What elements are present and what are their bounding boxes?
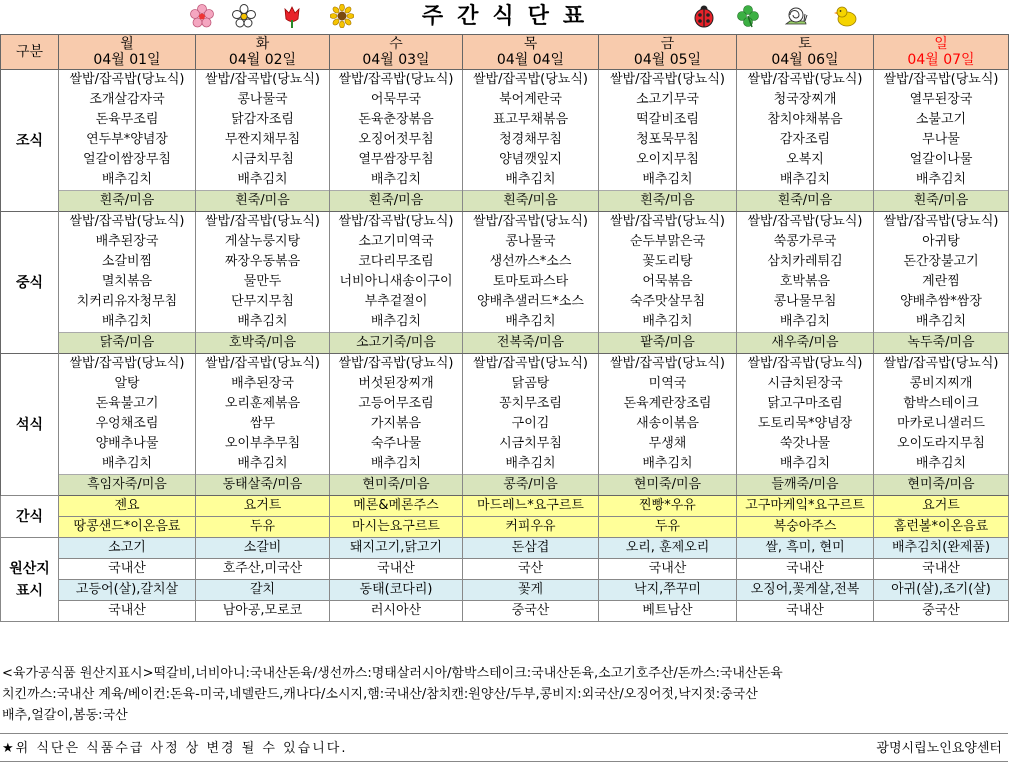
menu-cell: 배추된장국 [59,232,196,252]
menu-cell: 청포묵무침 [599,130,737,150]
menu-cell: 생선까스*소스 [463,252,599,272]
menu-cell: 참치야채볶음 [737,110,874,130]
origin-country-cell: 중국산 [874,601,1009,622]
snack-cell: 마드레느*요구르트 [463,496,599,517]
menu-cell: 오이지무침 [599,150,737,170]
origin-item-cell: 돼지고기,닭고기 [330,538,463,559]
menu-cell: 청경채무침 [463,130,599,150]
porridge-cell: 동태살죽/미음 [196,475,330,496]
porridge-cell: 팥죽/미음 [599,333,737,354]
menu-cell: 배추김치 [463,454,599,475]
menu-cell: 배추김치 [737,312,874,333]
day-date: 04월 02일 [228,52,297,68]
origin-country-cell: 호주산,미국산 [196,559,330,580]
origin-country-cell: 국내산 [599,559,737,580]
menu-cell: 표고무채볶음 [463,110,599,130]
menu-cell: 돈육불고기 [59,394,196,414]
origin-item-cell: 배추김치(완제품) [874,538,1009,559]
snack-cell: 홈런볼*이온음료 [874,517,1009,538]
menu-cell: 배추김치 [599,454,737,475]
snack-cell: 커피우유 [463,517,599,538]
porridge-cell: 호박죽/미음 [196,333,330,354]
menu-cell: 돈육무조림 [59,110,196,130]
menu-cell: 시금치무침 [463,434,599,454]
snack-label: 간식 [1,496,59,538]
menu-cell: 배추김치 [599,170,737,191]
porridge-cell: 현미죽/미음 [330,475,463,496]
menu-cell: 콩비지찌개 [874,374,1009,394]
page-title: 주간식단표 [421,4,599,29]
menu-cell: 콩나물국 [196,90,330,110]
ladybug-icon [692,4,716,28]
menu-cell: 가지볶음 [330,414,463,434]
menu-cell: 쌀밥/잡곡밥(당뇨식) [196,354,330,375]
day-date: 04월 01일 [93,52,161,68]
menu-cell: 돈육춘장볶음 [330,110,463,130]
menu-cell: 쌀밥/잡곡밥(당뇨식) [874,70,1009,91]
menu-cell: 쌀밥/잡곡밥(당뇨식) [599,70,737,91]
menu-cell: 아귀탕 [874,232,1009,252]
menu-cell: 조개살감자국 [59,90,196,110]
menu-cell: 게살누룽지탕 [196,232,330,252]
porridge-cell: 흰죽/미음 [874,191,1009,212]
menu-cell: 오이도라지무침 [874,434,1009,454]
porridge-cell: 현미죽/미음 [599,475,737,496]
menu-cell: 쌀밥/잡곡밥(당뇨식) [463,354,599,375]
menu-cell: 얼갈이쌈장무침 [59,150,196,170]
snack-cell: 요거트 [874,496,1009,517]
menu-cell: 배추된장국 [196,374,330,394]
menu-cell: 소고기무국 [599,90,737,110]
menu-cell: 마카로니샐러드 [874,414,1009,434]
menu-cell: 치커리유자청무침 [59,292,196,312]
menu-cell: 닭감자조림 [196,110,330,130]
chick-icon [834,4,858,28]
day-name: 화 [255,36,270,52]
menu-cell: 버섯된장찌개 [330,374,463,394]
day-header [737,35,874,70]
origin-item-cell: 갈치 [196,580,330,601]
menu-cell: 무짠지채무침 [196,130,330,150]
menu-cell: 배추김치 [737,454,874,475]
meal-label: 조식 [1,70,59,212]
menu-cell: 고등어무조림 [330,394,463,414]
menu-cell: 쌀밥/잡곡밥(당뇨식) [737,212,874,233]
tulip-icon [280,4,304,28]
day-header [330,35,463,70]
menu-cell: 배추김치 [196,312,330,333]
origin-item-cell: 낙지,쭈꾸미 [599,580,737,601]
day-date: 04월 03일 [362,52,430,68]
menu-cell: 열무쌈장무침 [330,150,463,170]
porridge-cell: 흰죽/미음 [59,191,196,212]
menu-cell: 함박스테이크 [874,394,1009,414]
menu-cell: 오리훈제볶음 [196,394,330,414]
menu-cell: 시금치된장국 [737,374,874,394]
menu-cell: 무생채 [599,434,737,454]
day-date: 04월 07일 [907,52,975,68]
menu-cell: 코다리무조림 [330,252,463,272]
menu-cell: 양배추나물 [59,434,196,454]
menu-cell: 떡갈비조림 [599,110,737,130]
origin-item-cell: 오징어,꽃게살,전복 [737,580,874,601]
porridge-cell: 흑임자죽/미음 [59,475,196,496]
origin-label-line: 표시 [15,582,44,599]
menu-cell: 단무지무침 [196,292,330,312]
menu-cell: 배추김치 [874,312,1009,333]
menu-cell: 새송이볶음 [599,414,737,434]
day-date: 04월 06일 [771,52,839,68]
snack-cell: 고구마케잌*요구르트 [737,496,874,517]
origin-country-cell: 국내산 [737,601,874,622]
day-header [874,35,1009,70]
origin-item-cell: 쌀, 흑미, 현미 [737,538,874,559]
origin-country-cell: 국내산 [59,559,196,580]
weekly-menu-table [0,34,1009,622]
menu-cell: 멸치볶음 [59,272,196,292]
day-date: 04월 05일 [633,52,702,68]
menu-cell: 북어계란국 [463,90,599,110]
menu-cell: 쌀밥/잡곡밥(당뇨식) [599,354,737,375]
porridge-cell: 녹두죽/미음 [874,333,1009,354]
menu-cell: 쑥갓나물 [737,434,874,454]
snack-cell: 메론&메론주스 [330,496,463,517]
white-flower-icon [232,4,256,28]
menu-cell: 쌀밥/잡곡밥(당뇨식) [463,212,599,233]
menu-cell: 오이부추무침 [196,434,330,454]
snack-cell: 두유 [599,517,737,538]
origin-item-cell: 소고기 [59,538,196,559]
menu-cell: 배추김치 [599,312,737,333]
menu-cell: 쌀밥/잡곡밥(당뇨식) [599,212,737,233]
cherry-blossom-icon [190,4,214,28]
porridge-cell: 흰죽/미음 [196,191,330,212]
menu-cell: 토마토파스타 [463,272,599,292]
origin-country-cell: 국내산 [330,559,463,580]
note-line: 치킨까스:국내산 계육/베이컨:돈육-미국,네델란드,캐나다/소시지,햄:국내산/참치캔:원양산/두부,콩비지:외국산/오징어젓,낙지젓:중국산 [2,687,758,702]
menu-cell: 쌀밥/잡곡밥(당뇨식) [196,70,330,91]
snack-cell: 땅콩샌드*이온음료 [59,517,196,538]
day-header [463,35,599,70]
change-notice: ★위 식단은 식품수급 사정 상 변경 될 수 있습니다. [2,741,348,756]
menu-cell: 쑥콩가루국 [737,232,874,252]
porridge-cell: 들깨죽/미음 [737,475,874,496]
note-line: 배추,얼갈이,봄동:국산 [2,708,128,723]
menu-cell: 청국장찌개 [737,90,874,110]
menu-cell: 양념깻잎지 [463,150,599,170]
menu-cell: 오징어젓무침 [330,130,463,150]
menu-cell: 구이김 [463,414,599,434]
menu-cell: 쌀밥/잡곡밥(당뇨식) [330,354,463,375]
menu-cell: 배추김치 [330,312,463,333]
menu-cell: 돈간장불고기 [874,252,1009,272]
porridge-cell: 콩죽/미음 [463,475,599,496]
menu-cell: 소고기미역국 [330,232,463,252]
menu-cell: 콩나물무침 [737,292,874,312]
menu-cell: 꽁치무조림 [463,394,599,414]
origin-item-cell: 꽃게 [463,580,599,601]
clover-icon [736,4,760,28]
menu-cell: 쌀밥/잡곡밥(당뇨식) [330,70,463,91]
origin-label [1,538,59,622]
menu-cell: 쌀밥/잡곡밥(당뇨식) [874,212,1009,233]
menu-cell: 연두부*양념장 [59,130,196,150]
origin-item-cell: 고등어(살),갈치살 [59,580,196,601]
day-name: 일 [934,36,948,52]
origin-country-cell: 국산 [463,559,599,580]
origin-item-cell: 오리, 훈제오리 [599,538,737,559]
porridge-cell: 흰죽/미음 [599,191,737,212]
menu-cell: 호박볶음 [737,272,874,292]
porridge-cell: 새우죽/미음 [737,333,874,354]
menu-cell: 배추김치 [330,170,463,191]
menu-cell: 계란찜 [874,272,1009,292]
origin-item-cell: 소갈비 [196,538,330,559]
menu-cell: 쌀밥/잡곡밥(당뇨식) [59,212,196,233]
menu-cell: 짜장우동볶음 [196,252,330,272]
menu-cell: 열무된장국 [874,90,1009,110]
menu-cell: 삼치카레튀김 [737,252,874,272]
porridge-cell: 전복죽/미음 [463,333,599,354]
day-header [59,35,196,70]
menu-cell: 배추김치 [59,170,196,191]
day-date: 04월 04일 [496,52,565,68]
day-header [599,35,737,70]
menu-cell: 쌀밥/잡곡밥(당뇨식) [196,212,330,233]
origin-country-cell: 국내산 [59,601,196,622]
menu-cell: 배추김치 [737,170,874,191]
menu-cell: 쌀밥/잡곡밥(당뇨식) [330,212,463,233]
header-label: 구분 [1,35,59,70]
snack-cell: 마시는요구르트 [330,517,463,538]
menu-cell: 배추김치 [463,170,599,191]
menu-cell: 닭고구마조림 [737,394,874,414]
menu-cell: 물만두 [196,272,330,292]
menu-cell: 배추김치 [59,312,196,333]
menu-cell: 콩나물국 [463,232,599,252]
meal-label: 석식 [1,354,59,496]
menu-cell: 어묵무국 [330,90,463,110]
snack-cell: 젠요 [59,496,196,517]
menu-cell: 우엉채조림 [59,414,196,434]
origin-item-cell: 동태(코다리) [330,580,463,601]
porridge-cell: 현미죽/미음 [874,475,1009,496]
snack-cell: 찐빵*우유 [599,496,737,517]
origin-country-cell: 중국산 [463,601,599,622]
day-header [196,35,330,70]
menu-cell: 순두부맑은국 [599,232,737,252]
menu-cell: 소갈비찜 [59,252,196,272]
footer [0,733,1008,762]
day-name: 목 [523,36,538,52]
origin-country-cell: 국내산 [874,559,1009,580]
menu-cell: 배추김치 [196,170,330,191]
day-name: 수 [389,36,403,52]
porridge-cell: 닭죽/미음 [59,333,196,354]
menu-cell: 오복지 [737,150,874,170]
menu-cell: 부추겉절이 [330,292,463,312]
processed-food-origin-notes [0,663,1008,726]
menu-cell: 꽃도리탕 [599,252,737,272]
porridge-cell: 흰죽/미음 [737,191,874,212]
meal-label: 중식 [1,212,59,354]
menu-cell: 너비아니새송이구이 [330,272,463,292]
day-name: 토 [798,36,812,52]
menu-cell: 쌀밥/잡곡밥(당뇨식) [59,70,196,91]
title-bar [0,0,1010,34]
origin-item-cell: 돈삼겹 [463,538,599,559]
origin-country-cell: 남아공,모로코 [196,601,330,622]
menu-cell: 양배추샐러드*소스 [463,292,599,312]
note-line: <육가공식품 원산지표시>떡갈비,너비아니:국내산돈육/생선까스:명태살러시아/함박스테이크:국내산돈육,소고기호주산/돈까스:국내산돈육 [2,666,783,681]
menu-cell: 쌀밥/잡곡밥(당뇨식) [737,354,874,375]
menu-cell: 쌈무 [196,414,330,434]
menu-cell: 배추김치 [330,454,463,475]
menu-cell: 쌀밥/잡곡밥(당뇨식) [737,70,874,91]
porridge-cell: 소고기죽/미음 [330,333,463,354]
menu-cell: 미역국 [599,374,737,394]
menu-cell: 배추김치 [463,312,599,333]
porridge-cell: 흰죽/미음 [330,191,463,212]
menu-cell: 시금치무침 [196,150,330,170]
menu-cell: 어묵볶음 [599,272,737,292]
snail-icon [784,4,808,28]
menu-cell: 얼갈이나물 [874,150,1009,170]
origin-country-cell: 국내산 [737,559,874,580]
menu-cell: 숙주나물 [330,434,463,454]
menu-cell: 돈육계란장조림 [599,394,737,414]
menu-cell: 도토리묵*양념장 [737,414,874,434]
menu-cell: 배추김치 [196,454,330,475]
facility-name: 광명시립노인요양센터 [876,741,1002,756]
menu-cell: 쌀밥/잡곡밥(당뇨식) [59,354,196,375]
menu-cell: 감자조림 [737,130,874,150]
menu-cell: 쌀밥/잡곡밥(당뇨식) [874,354,1009,375]
day-name: 월 [120,36,134,52]
menu-cell: 무나물 [874,130,1009,150]
snack-cell: 두유 [196,517,330,538]
origin-label-line: 원산지 [9,560,50,577]
origin-item-cell: 아귀(살),조기(살) [874,580,1009,601]
menu-cell: 닭곰탕 [463,374,599,394]
sunflower-icon [330,4,354,28]
snack-cell: 복숭아주스 [737,517,874,538]
origin-country-cell: 러시아산 [330,601,463,622]
menu-cell: 숙주맛살무침 [599,292,737,312]
porridge-cell: 흰죽/미음 [463,191,599,212]
menu-cell: 알탕 [59,374,196,394]
snack-cell: 요거트 [196,496,330,517]
origin-country-cell: 베트남산 [599,601,737,622]
day-name: 금 [660,36,675,52]
menu-cell: 배추김치 [59,454,196,475]
menu-cell: 배추김치 [874,170,1009,191]
menu-cell: 소불고기 [874,110,1009,130]
menu-cell: 쌀밥/잡곡밥(당뇨식) [463,70,599,91]
menu-cell: 양배추쌈*쌈장 [874,292,1009,312]
menu-cell: 배추김치 [874,454,1009,475]
